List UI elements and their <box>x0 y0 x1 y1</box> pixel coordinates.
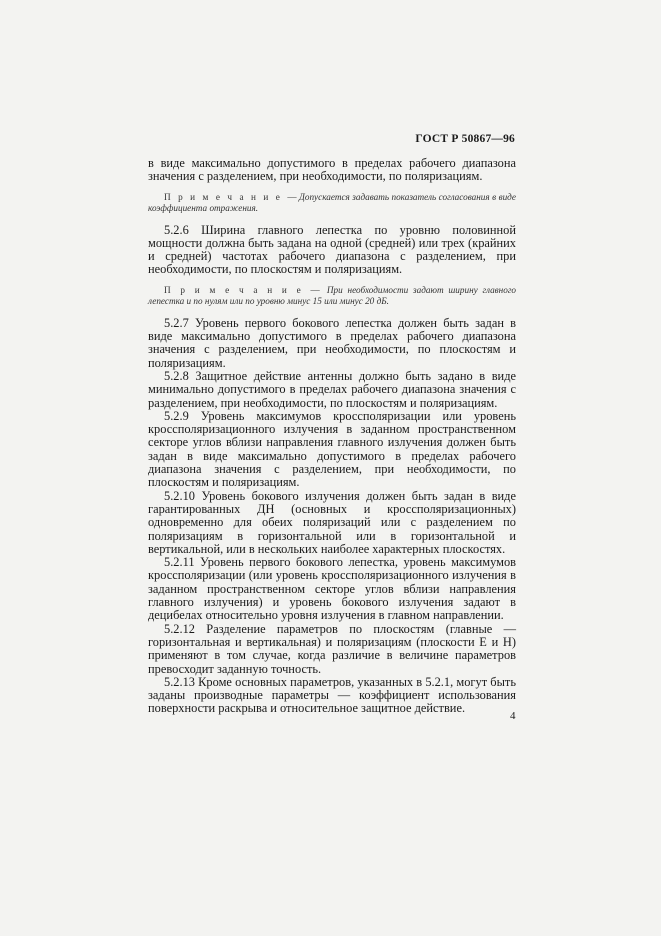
note-text: При необходимости задают ширину главного лепестка и по нулям или по уровню минус 15 или минус 20 дБ. <box>148 284 516 307</box>
page-number: 4 <box>510 710 516 722</box>
document-body <box>148 157 516 716</box>
paragraph-5-2-11: 5.2.11 Уровень первого бокового лепестка, уровень максимумов кроссполяризации (или уровень кроссполяризационного излучения в заданном пространственном секторе углов вблизи направления главного излучения) и уровень бокового излучения задают в децибелах относительно уровня излучения в главном направлении. <box>148 555 516 623</box>
note-2 <box>148 285 516 308</box>
document-header: ГОСТ Р 50867—96 <box>415 133 515 145</box>
paragraph-5-2-6: 5.2.6 Ширина главного лепестка по уровню половинной мощности должна быть задана на одной (средней) или трех (крайних и средней) частотах рабочего диапазона с разделением, при необходимости, по плоскостям и поляризациям. <box>148 222 516 277</box>
note-label: П р и м е ч а н и е — <box>164 191 300 202</box>
note-1 <box>148 192 516 215</box>
paragraph-5-2-7: 5.2.7 Уровень первого бокового лепестка должен быть задан в виде максимально допустимого в пределах рабочего диапазона значения с разделением, при необходимости, по плоскостям и поляризациям. <box>148 315 516 370</box>
note-text: Допускается задавать показатель согласования в виде коэффициента отражения. <box>148 191 517 214</box>
paragraph-5-2-12: 5.2.12 Разделение параметров по плоскостям (главные — горизонтальная и вертикальная) и поляризациям (плоскости E и H) применяют в том случае, когда различие в величине параметров превосходит заданную точность. <box>148 621 516 676</box>
paragraph-5-2-8: 5.2.8 Защитное действие антенны должно быть задано в виде минимально допустимого в пределах рабочего диапазона значения с разделением, при необходимости, по плоскостям и поляризациям. <box>148 368 516 410</box>
paragraph-5-2-10: 5.2.10 Уровень бокового излучения должен быть задан в виде гарантированных ДН (основных и кроссполяризационных) одновременно для обеих поляризаций или с разделением по поляризациям в горизонтальной или в горизонтальной и вертикальной, или в нескольких наиболее характерных плоскостях. <box>148 488 516 556</box>
paragraph-5-2-9: 5.2.9 Уровень максимумов кроссполяризации или уровень кроссполяризационного излучения в заданном пространственном секторе углов вблизи направления главного излучения должен быть задан в виде максимально допустимого в пределах рабочего диапазона значения с разделением, при необходимости, по плоскостям и поляризациям. <box>148 408 516 490</box>
paragraph-5-2-13: 5.2.13 Кроме основных параметров, указанных в 5.2.1, могут быть заданы производные параметры — коэффициент использования поверхности раскрыва и относительное защитное действие. <box>148 674 516 716</box>
paragraph-continued: в виде максимально допустимого в пределах рабочего диапазона значения с разделением, при необходимости, по поляризациям. <box>148 156 516 184</box>
note-label: П р и м е ч а н и е — <box>164 284 323 295</box>
